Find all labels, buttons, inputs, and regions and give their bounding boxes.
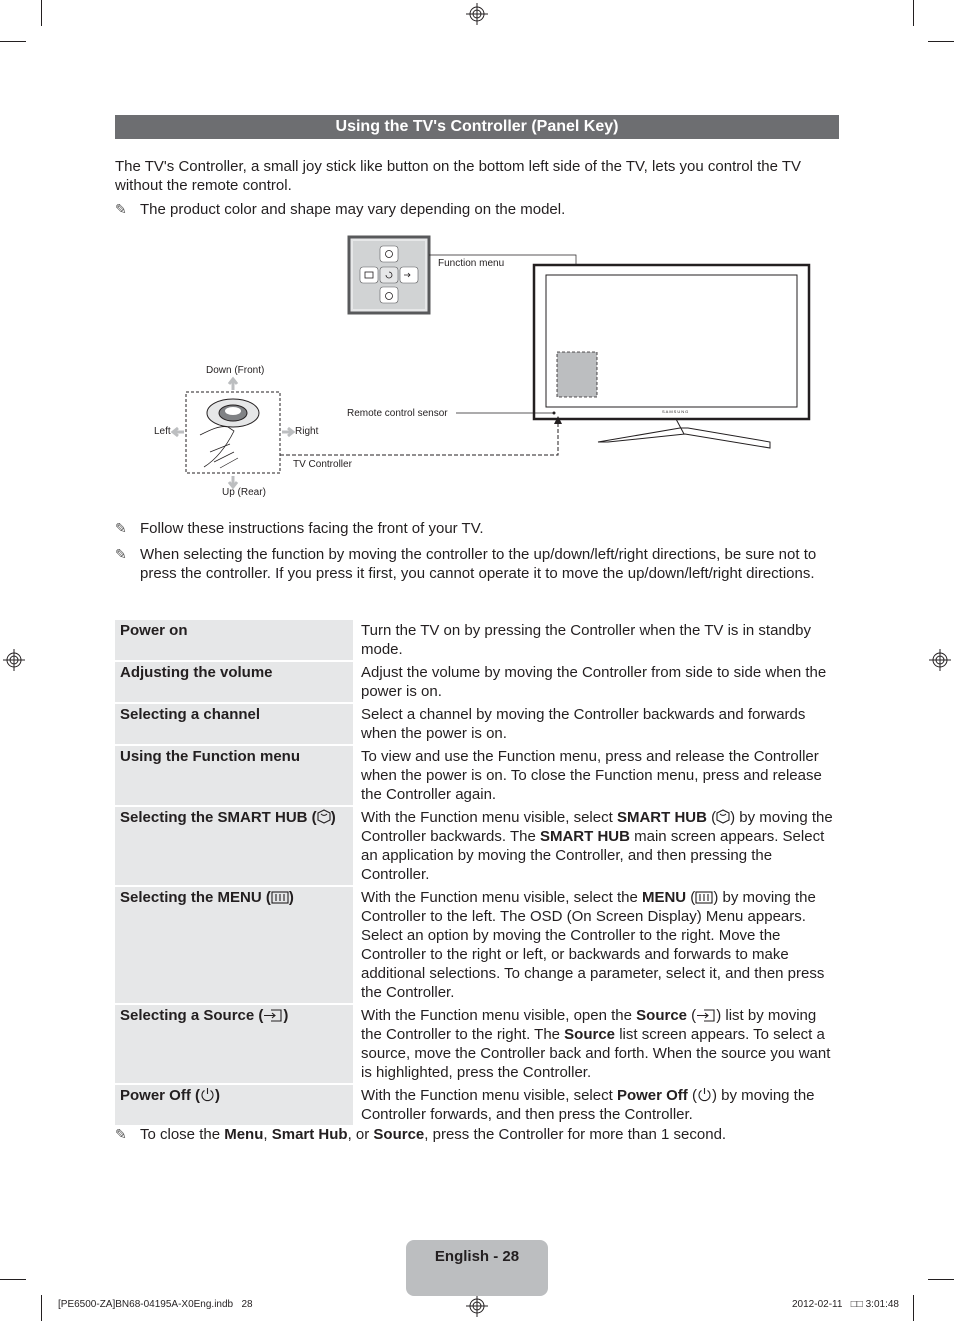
table-row [115,704,839,744]
table-row [115,662,839,702]
registration-mark-icon [466,1295,488,1317]
pencil-note-icon: ✎ [115,1126,127,1142]
value-text: by moving the Controller forwards, and then press the Controller. [361,1087,815,1123]
label-right: Right [295,426,319,437]
crop-mark [913,1295,914,1321]
crop-mark [928,41,954,42]
row-key: Power on [115,620,357,660]
note-text: , press the Controller for more than 1 second. [424,1126,727,1143]
label-left: Left [154,426,171,437]
value-text: With the Function menu visible, open the [361,1007,637,1024]
row-key: Selecting the SMART HUB ( ) [115,807,357,885]
value-text: With the Function menu visible, select the [361,889,642,906]
power-icon [200,1087,215,1102]
note-text: , [263,1126,272,1143]
table-row [115,807,839,885]
table-row [115,887,839,1003]
value-bold: SMART HUB [539,828,630,845]
note-text: The product color and shape may vary depending on the model. [140,201,566,218]
row-value: With the Function menu visible, select Power Off ( ) by moving the Controller forwards, and then press the Controller. [361,1087,815,1123]
row-key: Using the Function menu [115,746,357,805]
row-value: Turn the TV on by pressing the Controller when the TV is in standby mode. [361,622,811,658]
power-icon [697,1087,712,1102]
value-text: main screen appears. Select an application by moving the Controller, and then pressing the Controller. [361,828,825,883]
crop-mark [41,0,42,26]
label-tv-controller: TV Controller [293,459,352,470]
row-key: Selecting the MENU ( ) [115,887,357,1003]
registration-mark-icon [3,649,25,671]
row-key: Selecting a channel [115,704,357,744]
row-key-text: Selecting the SMART HUB [120,809,308,826]
pencil-note-icon: ✎ [115,201,127,217]
note-text: Follow these instructions facing the front of your TV. [140,520,484,537]
row-key-text: Selecting the MENU [120,889,262,906]
value-text: list screen appears. To select a source, move the Controller back and forth. When the source you want is highlighted, press the Controller. [361,1026,831,1081]
registration-mark-icon [929,649,951,671]
value-bold: Source [564,1026,616,1043]
table-row [115,620,839,660]
row-key-text: Power Off [120,1087,191,1104]
smart-hub-icon [317,809,331,824]
label-function-menu: Function menu [438,258,505,269]
crop-mark [0,41,26,42]
source-icon [263,1009,283,1022]
value-text: list by moving the Controller to the right. The [361,1007,817,1043]
table-row [115,1005,839,1083]
page-number-tab: English - 28 [406,1240,548,1296]
pencil-note-icon: ✎ [115,520,127,536]
label-remote-control-sensor: Remote control sensor [347,408,448,419]
note-close-menus [115,1125,839,1144]
row-key-text: Selecting a Source [120,1007,255,1024]
table-row [115,746,839,805]
crop-mark [0,1279,26,1280]
value-text: With the Function menu visible, select [361,809,617,826]
note-bold: Smart Hub [271,1126,348,1143]
row-value: With the Function menu visible, select the MENU ( ) by moving the Controller to the left. The OSD (On Screen Display) Menu appears. Select an option by moving the Controller to the right. Move the Controller to the right or left, or backwards and forwards to make additional selections. To change a parameter, select it, and then press the Controller. [361,889,825,1001]
menu-icon [271,891,289,904]
value-bold: SMART HUB [616,809,707,826]
crop-mark [41,1295,42,1321]
value-bold: MENU [641,889,687,906]
timestamp-slug: 2012-02-11 □□ 3:01:48 [792,1299,899,1310]
note-text: To close the [140,1126,225,1143]
row-key: Power Off ( ) [115,1085,357,1125]
controller-function-table [115,618,839,1127]
value-text: by moving the Controller to the left. The OSD (On Screen Display) Menu appears. Select an option by moving the Controller to the right. Move the Controller to the right or left, or backwards and forwards to make additional selections. To change a parameter, select it, and then press the Controller. [361,889,825,1001]
value-text: With the Function menu visible, select [361,1087,617,1104]
note-bold: Menu [224,1126,264,1143]
label-up-rear: Up (Rear) [222,487,266,498]
section-title: Using the TV's Controller (Panel Key) [115,115,839,139]
row-value: Select a channel by moving the Controller backwards and forwards when the power is on. [361,706,806,742]
file-slug: [PE6500-ZA]BN68-04195A-X0Eng.indb 28 [58,1299,253,1310]
label-down-front: Down (Front) [206,365,265,376]
note-bold: Source [373,1126,425,1143]
row-value: Adjust the volume by moving the Controller from side to side when the power is on. [361,664,827,700]
value-bold: Source [636,1007,688,1024]
row-value: With the Function menu visible, select SMART HUB ( ) by moving the Controller backwards. The SMART HUB main screen appears. Select an application by moving the Controller, and then pressing the Controller. [361,809,833,883]
note-text: When selecting the function by moving the controller to the up/down/left/right directions, be sure not to press the controller. If you press it first, you cannot operate it to move the up/down/left/right directions. [140,546,817,582]
smart-hub-icon [716,809,730,824]
registration-mark-icon [466,3,488,25]
source-icon [696,1009,716,1022]
crop-mark [913,0,914,26]
table-row [115,1085,839,1125]
brand-logo: SAMSUNG [662,409,690,414]
intro-paragraph: The TV's Controller, a small joy stick like button on the bottom left side of the TV, lets you control the TV without the remote control. [115,158,801,194]
row-value: To view and use the Function menu, press and release the Controller when the power is on. To close the Function menu, press and release the Controller again. [361,748,822,803]
row-key: Selecting a Source ( ) [115,1005,357,1083]
value-bold: Power Off [616,1087,688,1104]
crop-mark [928,1279,954,1280]
menu-icon [695,891,713,904]
row-key: Adjusting the volume [115,662,357,702]
pencil-note-icon: ✎ [115,546,127,562]
note-text: , or [347,1126,374,1143]
note-product-color [115,200,825,219]
note-facing-front [115,519,825,538]
row-value: With the Function menu visible, open the Source ( ) list by moving the Controller to the right. The Source list screen appears. To select a source, move the Controller back and forth. When the source you want is highlighted, press the Controller. [361,1007,831,1081]
value-text: by moving the Controller backwards. The [361,809,833,845]
note-direction [115,545,825,583]
